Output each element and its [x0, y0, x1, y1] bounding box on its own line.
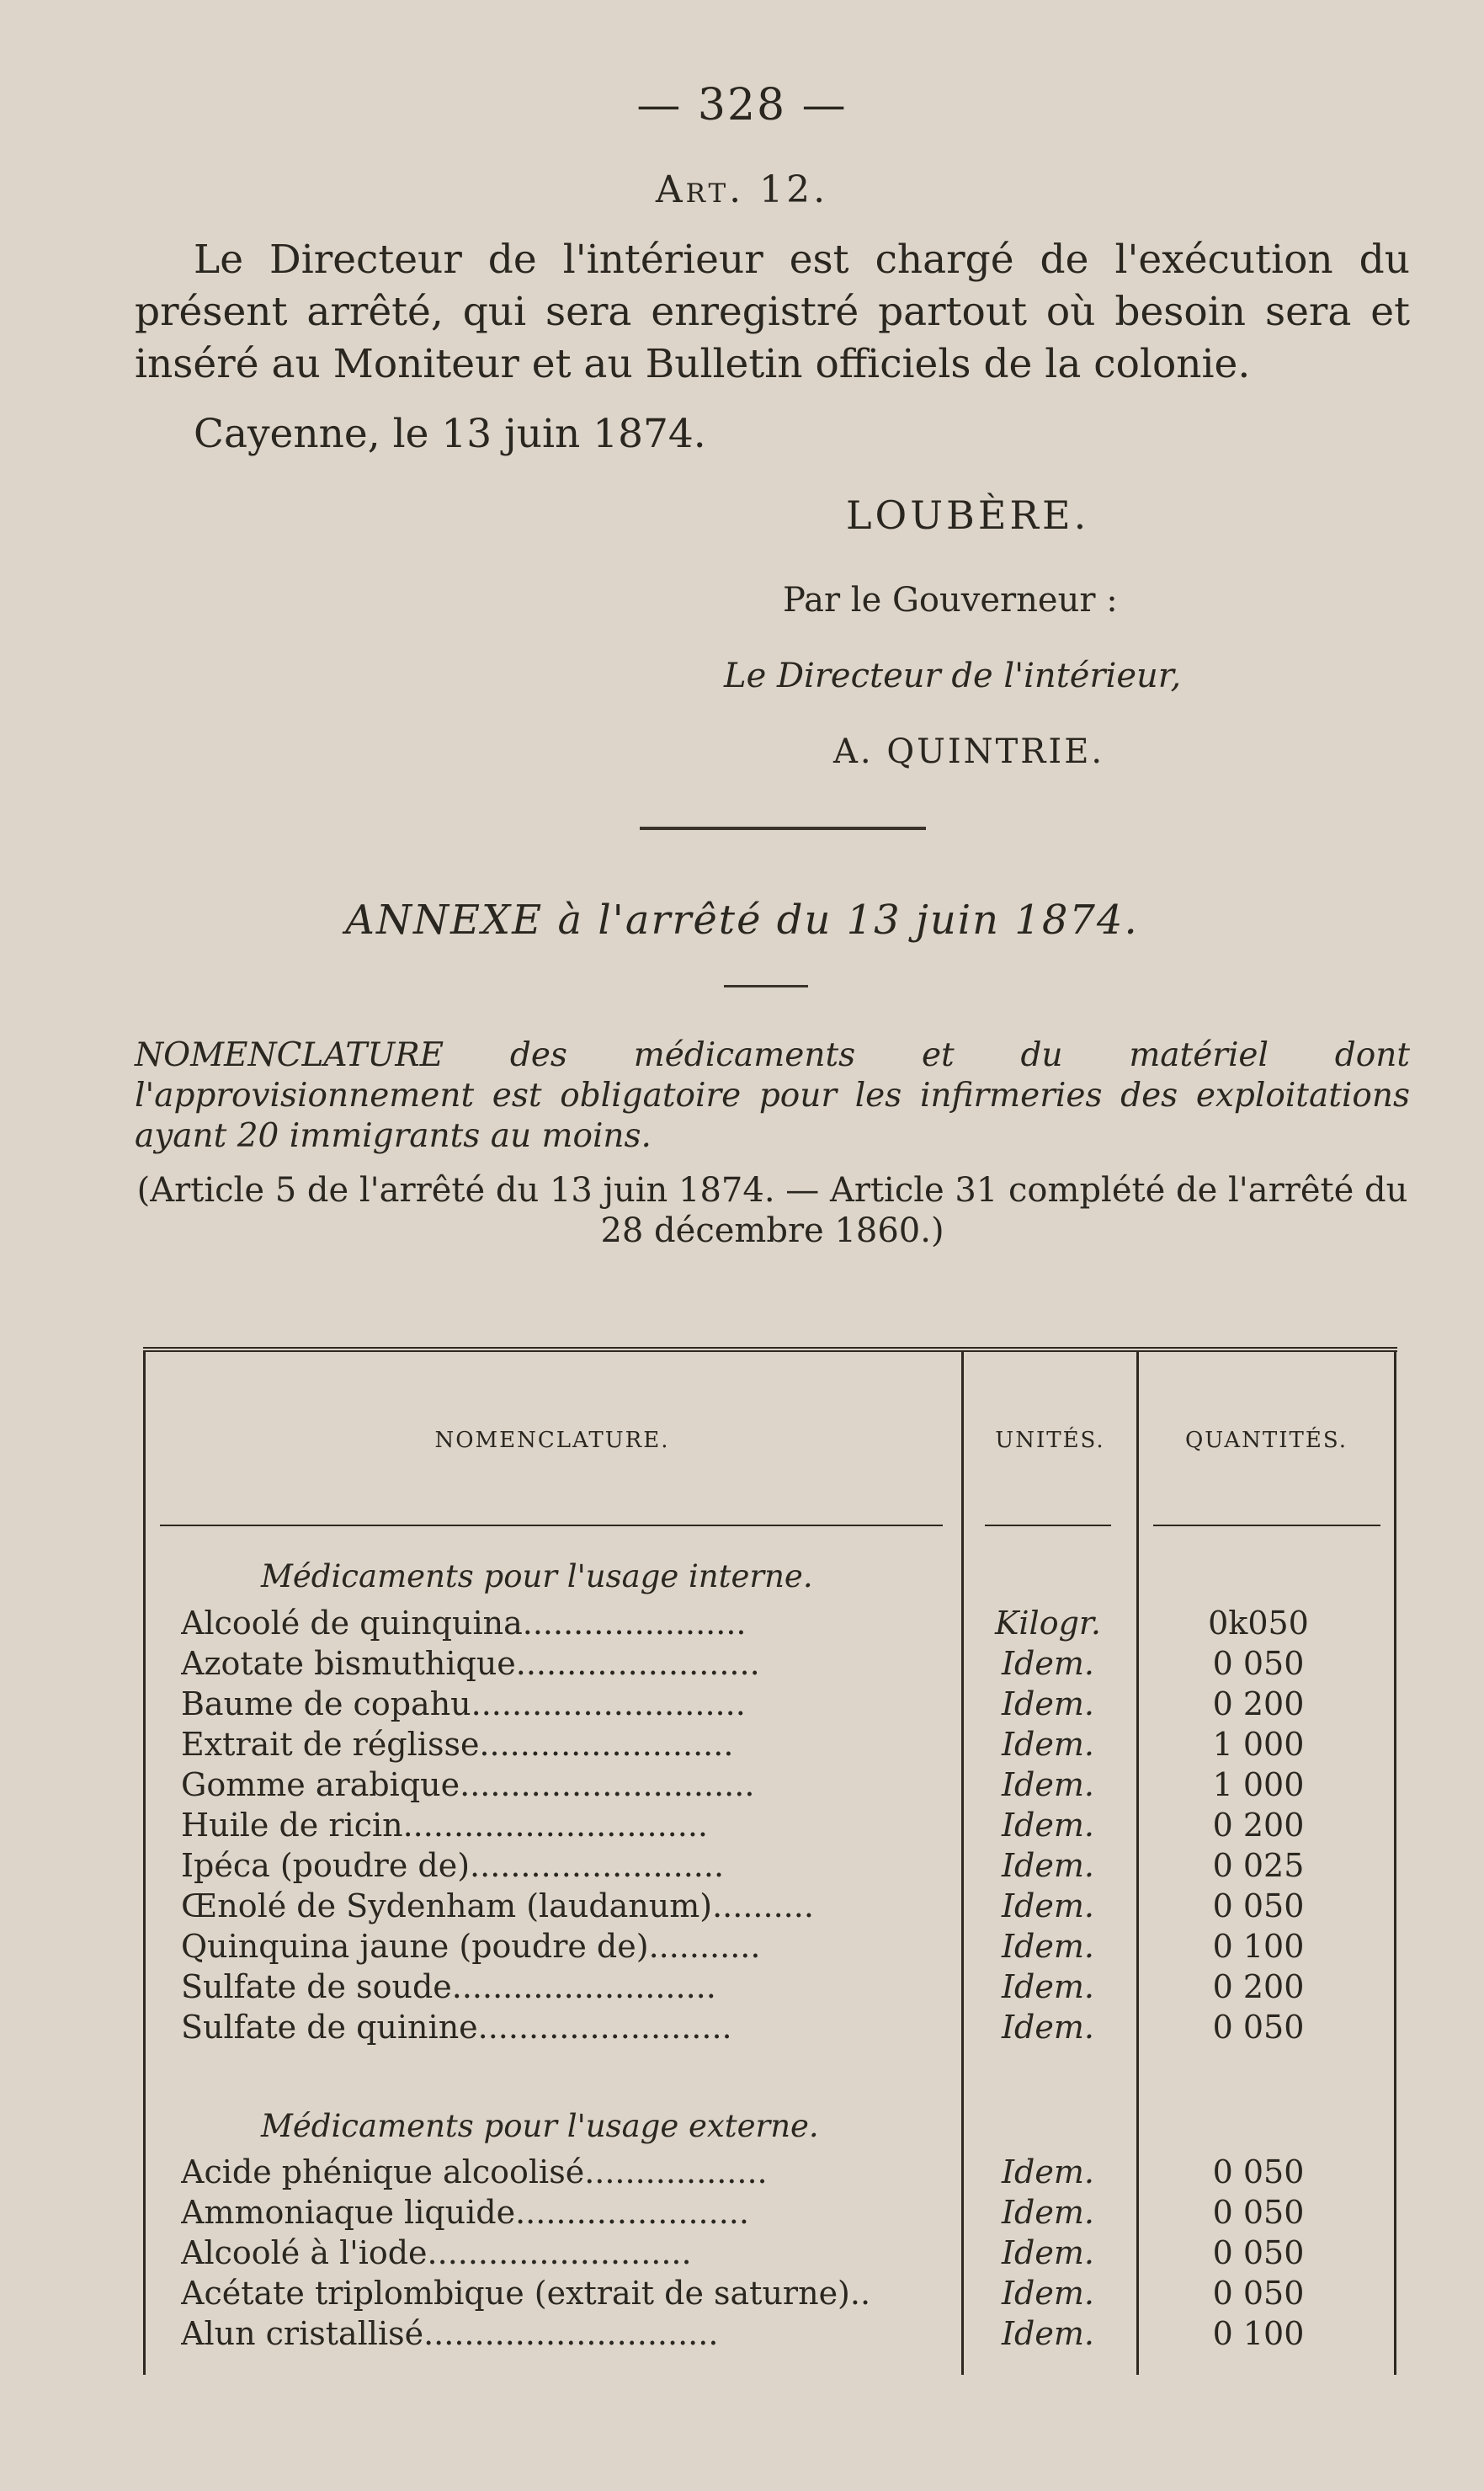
table-row	[143, 1605, 1397, 1645]
item-name: Quinquina jaune (poudre de)...........	[181, 1928, 761, 1965]
article-paragraph	[135, 234, 1410, 391]
item-name: Azotate bismuthique........................	[181, 1645, 760, 1682]
item-quantity: 0 050	[1212, 1645, 1305, 1682]
signature: LOUBÈRE.	[846, 492, 1090, 538]
item-unit: Idem.	[1002, 1928, 1094, 1965]
par-gouverneur: Par le Gouverneur :	[783, 581, 1118, 620]
item-unit: Idem.	[1002, 2275, 1094, 2312]
table-row	[143, 1766, 1397, 1807]
item-name: Acétate triplombique (extrait de saturne)..	[181, 2275, 871, 2312]
item-unit: Idem.	[1002, 1887, 1094, 1924]
header-separator	[1153, 1525, 1380, 1526]
table-row	[143, 2234, 1397, 2275]
item-quantity: 1 000	[1212, 1766, 1305, 1803]
nomenclature-intro: NOMENCLATURE des médicaments et du matériel dont l'approvisionnement est obligatoire pour les infirmeries des exploitations ayant 20 immigrants au moins.	[135, 1036, 1410, 1155]
item-name: Huile de ricin..............................	[181, 1807, 708, 1844]
item-quantity: 0 050	[1212, 1887, 1305, 1924]
article-title: Art. 12.	[655, 168, 829, 211]
item-name: Alun cristallisé.............................	[181, 2315, 719, 2352]
item-name: Sulfate de quinine.........................	[181, 2009, 732, 2046]
directeur-line: Le Directeur de l'intérieur,	[724, 657, 1182, 695]
item-unit: Idem.	[1002, 1685, 1094, 1722]
table-row	[143, 1807, 1397, 1847]
table-row	[143, 1887, 1397, 1928]
item-unit: Idem.	[1002, 1726, 1094, 1763]
item-name: Ammoniaque liquide.......................	[181, 2194, 749, 2231]
section-internal: Médicaments pour l'usage interne.	[261, 1558, 813, 1594]
item-unit: Kilogr.	[995, 1605, 1101, 1642]
item-quantity: 0 050	[1212, 2234, 1305, 2271]
item-unit: Idem.	[1002, 2234, 1094, 2271]
header-separator	[160, 1525, 943, 1526]
item-unit: Idem.	[1002, 1847, 1094, 1884]
item-quantity: 0 200	[1212, 1807, 1305, 1844]
annexe-title: ANNEXE à l'arrêté du 13 juin 1874.	[345, 897, 1139, 944]
item-name: Alcoolé à l'iode..........................	[181, 2234, 692, 2271]
item-unit: Idem.	[1002, 2153, 1094, 2190]
item-quantity: 0 050	[1212, 2194, 1305, 2231]
item-quantity: 0 100	[1212, 1928, 1305, 1965]
item-unit: Idem.	[1002, 2009, 1094, 2046]
divider	[640, 827, 926, 830]
item-unit: Idem.	[1002, 1645, 1094, 1682]
table-row	[143, 2009, 1397, 2049]
item-quantity: 1 000	[1212, 1726, 1305, 1763]
item-name: Ipéca (poudre de).........................	[181, 1847, 725, 1884]
table-row	[143, 2194, 1397, 2234]
item-name: Gomme arabique.............................	[181, 1766, 755, 1803]
item-name: Sulfate de soude..........................	[181, 1968, 716, 2005]
table-row	[143, 1928, 1397, 1968]
header-nomenclature: NOMENCLATURE.	[434, 1428, 670, 1453]
section-external: Médicaments pour l'usage externe.	[261, 2108, 819, 2144]
signatory: A. QUINTRIE.	[833, 732, 1105, 771]
item-quantity: 0 050	[1212, 2153, 1305, 2190]
nomenclature-table	[143, 1347, 1397, 2375]
table-row	[143, 2153, 1397, 2194]
header-unites: UNITÉS.	[995, 1428, 1105, 1453]
table-row	[143, 1968, 1397, 2009]
item-unit: Idem.	[1002, 1807, 1094, 1844]
item-unit: Idem.	[1002, 2315, 1094, 2352]
item-name: Œnolé de Sydenham (laudanum)..........	[181, 1887, 814, 1924]
table-row	[143, 1685, 1397, 1726]
item-name: Alcoolé de quinquina......................	[181, 1605, 747, 1642]
item-name: Acide phénique alcoolisé..................	[181, 2153, 768, 2190]
table-row	[143, 2275, 1397, 2315]
item-name: Baume de copahu...........................	[181, 1685, 746, 1722]
article-text: Le Directeur de l'intérieur est chargé de l'exécution du présent arrêté, qui sera enregistré partout où besoin sera et inséré au Moniteur et au Bulletin officiels de la colonie.	[135, 237, 1410, 387]
item-quantity: 0 100	[1212, 2315, 1305, 2352]
item-name: Extrait de réglisse.........................	[181, 1726, 734, 1763]
short-divider	[724, 985, 808, 987]
article-reference: (Article 5 de l'arrêté du 13 juin 1874. — Article 31 complété de l'arrêté du 28 décembre 1860.)	[136, 1171, 1408, 1250]
item-unit: Idem.	[1002, 1968, 1094, 2005]
item-unit: Idem.	[1002, 1766, 1094, 1803]
item-quantity: 0 050	[1212, 2275, 1305, 2312]
item-quantity: 0 200	[1212, 1685, 1305, 1722]
item-quantity: 0 025	[1212, 1847, 1305, 1884]
item-quantity: 0 050	[1212, 2009, 1305, 2046]
page-number: — 328 —	[636, 80, 848, 130]
item-unit: Idem.	[1002, 2194, 1094, 2231]
item-quantity: 0 200	[1212, 1968, 1305, 2005]
item-quantity: 0k050	[1208, 1605, 1309, 1642]
table-row	[143, 2315, 1397, 2355]
table-row	[143, 1726, 1397, 1766]
header-separator	[985, 1525, 1111, 1526]
header-quantites: QUANTITÉS.	[1184, 1428, 1348, 1453]
table-row	[143, 1847, 1397, 1887]
table-row	[143, 1645, 1397, 1685]
dateline: Cayenne, le 13 juin 1874.	[194, 411, 706, 457]
